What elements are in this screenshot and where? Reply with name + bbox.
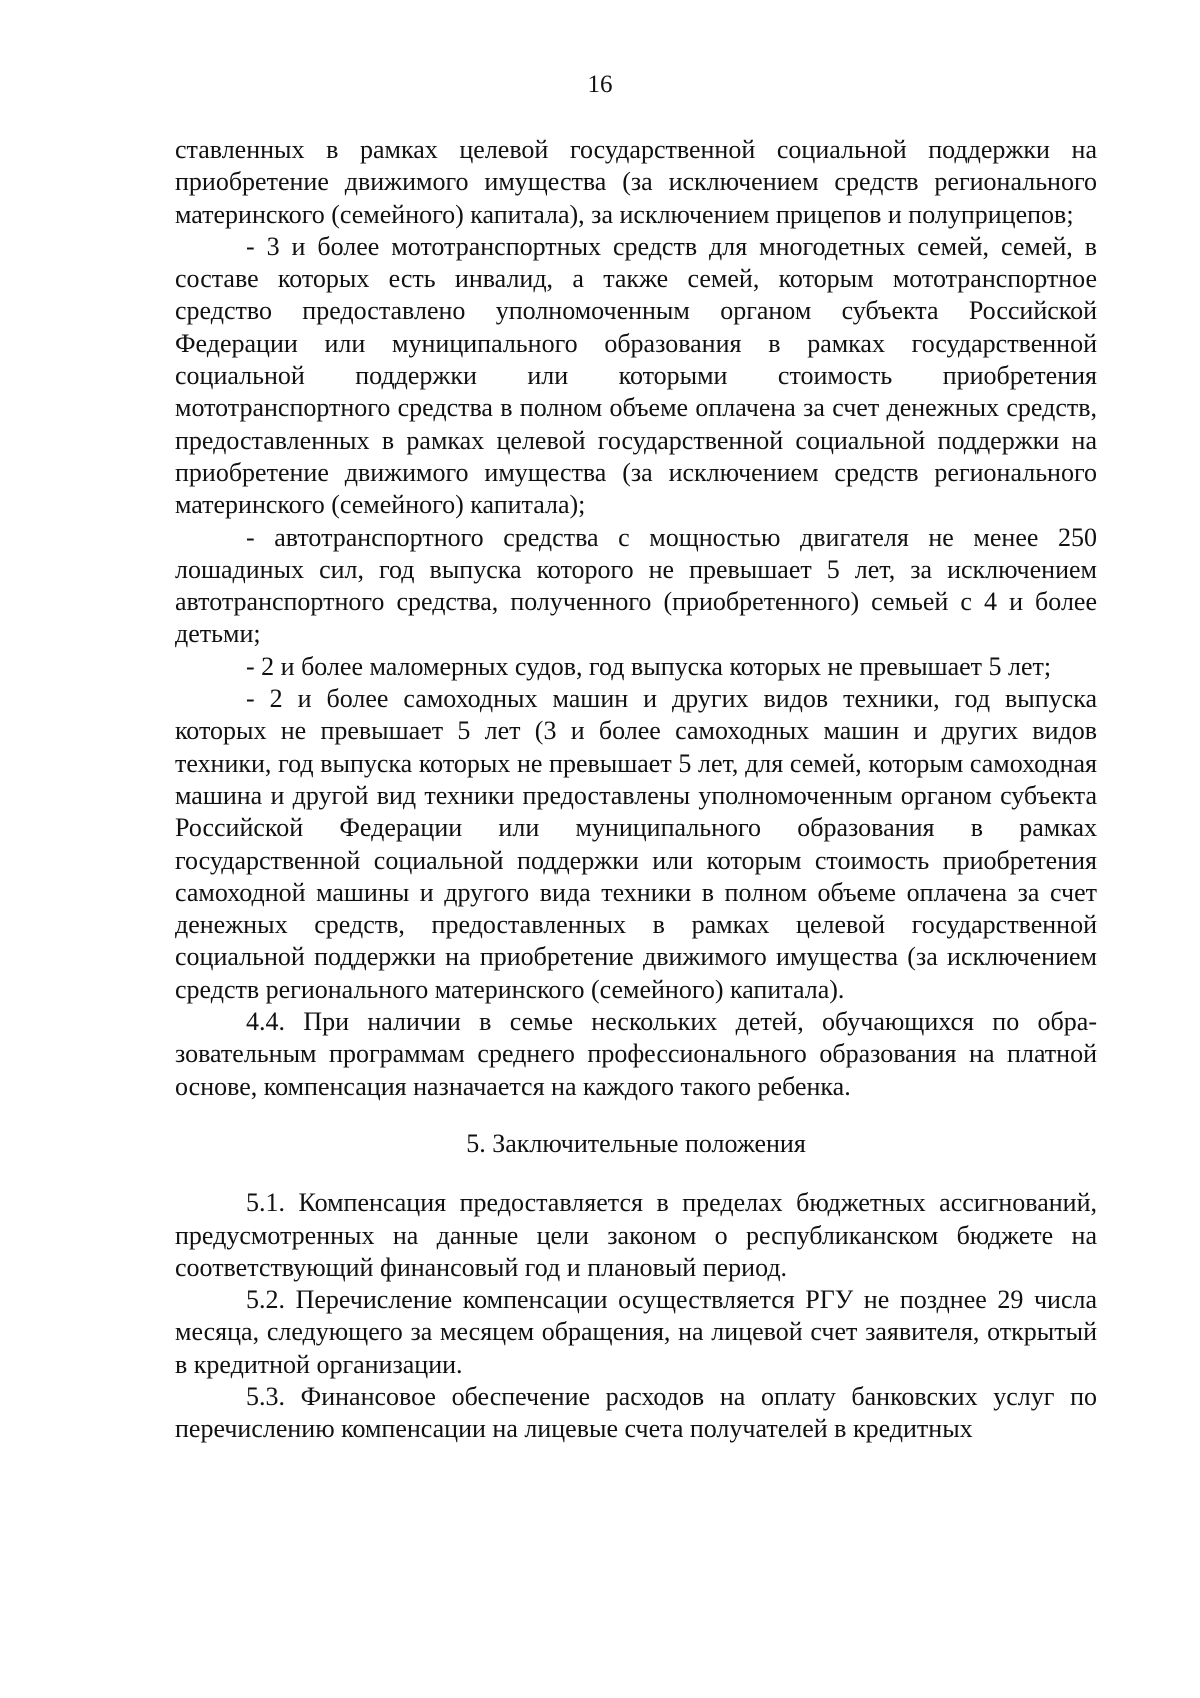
document-body <box>175 134 1097 1446</box>
paragraph-4-4: 4.4. При наличии в семье нескольких детей, обучающихся по образовательным программам среднего профессионального образования на платной основе, компенсация назначается на каждого такого ребенка. <box>175 1007 1097 1101</box>
paragraph-autotransport: - автотранспортного средства с мощностью двигателя не менее 250 лошадиных сил, год выпуска которого не превышает 5 лет, за исключением автотранспортного средства, полученного (приобретенного) семьей с 4 и более детьми; <box>175 522 1097 649</box>
page-number: 16 <box>587 71 613 98</box>
paragraph-continuation: ставленных в рамках целевой государственной социальной поддержки на приобретение движимого имущества (за исключением средств регионального материнского (семейного) капитала), за исключением прицепов и полуприцепов; <box>175 135 1097 229</box>
paragraph-self-propelled: - 2 и более самоходных машин и других видов техники, год выпуска которых не превышает 5 лет (3 и более самоходных машин и других видов техники, год выпуска которых не превышает 5 лет, для семей, которым самоходная машина и другой вид техники предоставлены уполномоченным органом субъекта Российской Федерации или муниципального образования в рамках государственной социальной поддержки или которым стоимость приобретения самоходной машины и другого вида техники в полном объеме оплачена за счет денежных средств, предоставленных в рамках целевой государственной социальной поддержки на приобретение движимого имущества (за исключением средств регионального материнского (семейного) капитала). <box>175 684 1097 1004</box>
paragraph-5-3: 5.3. Финансовое обеспечение расходов на оплату банковских услуг по перечислению компенсации на лицевые счета получателей в кредитных <box>175 1381 1097 1444</box>
paragraph-small-vessels: - 2 и более маломерных судов, год выпуска которых не превышает 5 лет; <box>246 651 1052 681</box>
paragraph-5-1: 5.1. Компенсация предоставляется в пределах бюджетных ассигнований, предусмотренных на данные цели законом о республиканском бюджете на соответствующий финансовый год и плановый период. <box>175 1188 1097 1282</box>
section-heading: 5. Заключительные положения <box>466 1128 806 1158</box>
paragraph-5-2: 5.2. Перечисление компенсации осуществляется РГУ не позднее 29 числа месяца, следующего за месяцем обращения, на лицевой счет заявителя, открытый в кредитной организации. <box>175 1285 1097 1379</box>
paragraph-mototransport: - 3 и более мототранспортных средств для многодетных семей, семей, в составе которых есть инвалид, а также семей, которым мототранспортное средство предоставлено уполномоченным органом субъекта Российской Федерации или муниципального образования в рамках государственной социальной поддержки или которыми стоимость приобретения мототранспортного средства в полном объеме оплачена за счет денежных средств, предоставленных в рамках целевой государственной социальной поддержки на приобретение движимого имущества (за исключением средств регионального материнского (семейного) капитала); <box>175 231 1097 520</box>
